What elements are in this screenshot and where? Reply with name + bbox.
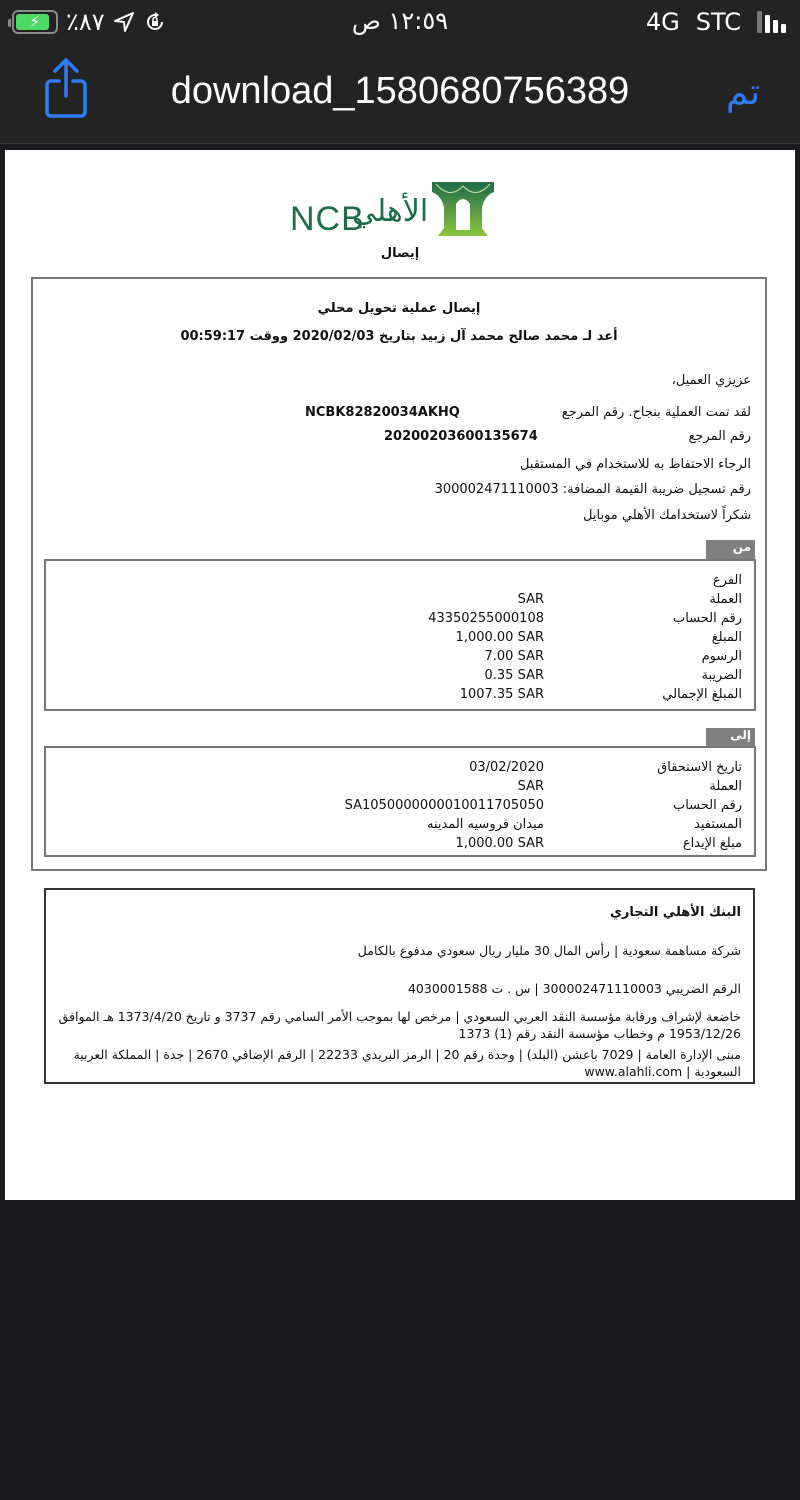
network-type: 4G (645, 8, 680, 36)
detail-row (46, 779, 754, 797)
ncb-logo (290, 178, 500, 240)
detail-label: الرسوم (701, 649, 742, 664)
status-bar (0, 0, 800, 46)
detail-row (46, 573, 754, 591)
to-section (44, 746, 756, 857)
detail-label: الفرع (712, 573, 742, 588)
nav-divider (0, 143, 800, 144)
detail-row (46, 817, 754, 835)
detail-row (46, 687, 754, 705)
signal-bar (765, 15, 770, 33)
company-line: شركة مساهمة سعودية | رأس المال 30 مليار ريال سعودي مدفوع بالكامل (357, 943, 741, 958)
logo-arabic-text: الأهلي (352, 194, 429, 229)
to-tab: إلى (706, 728, 755, 748)
signal-bar (773, 20, 778, 33)
reference-number: 20200203600135674 (384, 429, 538, 444)
license-line: خاضعة لإشراف ورقابة مؤسسة النقد العربي السعودي | مرخص لها بموجب الأمر السامي رقم 3737 و تاريخ 1373/4/20 هـ الموافق 1953/12/26 م وخطاب مؤسسة النقد رقم (1) 1373 (58, 1009, 741, 1041)
detail-value: 0.35 SAR (484, 668, 544, 683)
detail-value: 7.00 SAR (484, 649, 544, 664)
bank-name: البنك الأهلي التجاري (609, 905, 741, 920)
thanks-line: شكراً لاستخدامك الأهلي موبايل (583, 508, 751, 523)
logo-latin-text: NCB (290, 200, 365, 238)
prepared-for-line: أعد لـ محمد صالح محمد آل زبيد بتاريخ 2020/02/03 ووقت 00:59:17 (180, 329, 618, 344)
detail-value: SA1050000000010011705050 (344, 798, 544, 813)
detail-row (46, 668, 754, 686)
detail-row (46, 611, 754, 629)
clock: ١٢:٥٩ ص (351, 7, 449, 35)
tax-line: الرقم الضريبي 300002471110003 | س . ت 4030001588 (407, 981, 741, 996)
detail-label: الضريبة (701, 668, 742, 683)
detail-value: SAR (517, 779, 544, 794)
receipt-label: إيصال (380, 246, 420, 261)
signal-bar (757, 11, 762, 33)
detail-value: ميدان فروسيه المدينه (426, 817, 544, 832)
bank-footer (44, 888, 755, 1084)
vat-registration: رقم تسجيل ضريبة القيمة المضافة: 300002471110003 (434, 482, 751, 497)
from-tab: من (706, 540, 755, 560)
nav-bar (0, 46, 800, 144)
detail-value: 03/02/2020 (469, 760, 544, 775)
signal-bar (781, 24, 786, 33)
detail-value: SAR (517, 592, 544, 607)
document-page (5, 150, 795, 1200)
detail-value: 43350255000108 (428, 611, 544, 626)
receipt-heading: إيصال عملية تحويل محلي (317, 301, 481, 316)
success-label: لقد تمت العملية بنجاح. رقم المرجع (561, 405, 751, 420)
detail-label: مبلغ الإيداع (682, 836, 742, 851)
done-button[interactable]: تم (726, 72, 760, 113)
detail-label: رقم الحساب (672, 611, 742, 626)
ncb-arch-logo-icon (430, 180, 496, 238)
reference-label: رقم المرجع (688, 429, 751, 444)
detail-value: 1,000.00 SAR (455, 630, 544, 645)
carrier-name: STC (695, 8, 741, 36)
success-reference: NCBK82820034AKHQ (305, 405, 460, 420)
document-title: download_1580680756389 (170, 70, 630, 112)
detail-row (46, 836, 754, 854)
detail-label: المبلغ الإجمالي (662, 687, 742, 702)
detail-row (46, 630, 754, 648)
detail-row (46, 649, 754, 667)
detail-row (46, 760, 754, 778)
detail-label: المبلغ (711, 630, 742, 645)
signal-strength-icon (757, 11, 786, 33)
detail-value: 1,000.00 SAR (455, 836, 544, 851)
detail-row (46, 798, 754, 816)
status-right (646, 8, 786, 36)
detail-label: العملة (709, 592, 742, 607)
detail-label: المستفيد (694, 817, 742, 832)
address-line: مبنى الإدارة العامة | 7029 باعشن (البلد) | وحدة رقم 20 | الرمز البريدي 22233 | الرقم الإضافي 2670 | جدة | المملكة العربية السعودية | www.alahli.com (73, 1047, 741, 1079)
detail-label: تاريخ الاستحقاق (657, 760, 742, 775)
receipt-box (31, 277, 767, 871)
detail-label: رقم الحساب (672, 798, 742, 813)
greeting: عزيزي العميل، (671, 373, 751, 388)
detail-row (46, 592, 754, 610)
from-section (44, 559, 756, 711)
keep-note: الرجاء الاحتفاظ به للاستخدام في المستقبل (519, 457, 751, 472)
charging-bolt-icon: ⚡ (29, 12, 41, 31)
battery-percent: ٪٨٧ (66, 8, 105, 36)
detail-label: العملة (709, 779, 742, 794)
detail-value: 1007.35 SAR (459, 687, 544, 702)
